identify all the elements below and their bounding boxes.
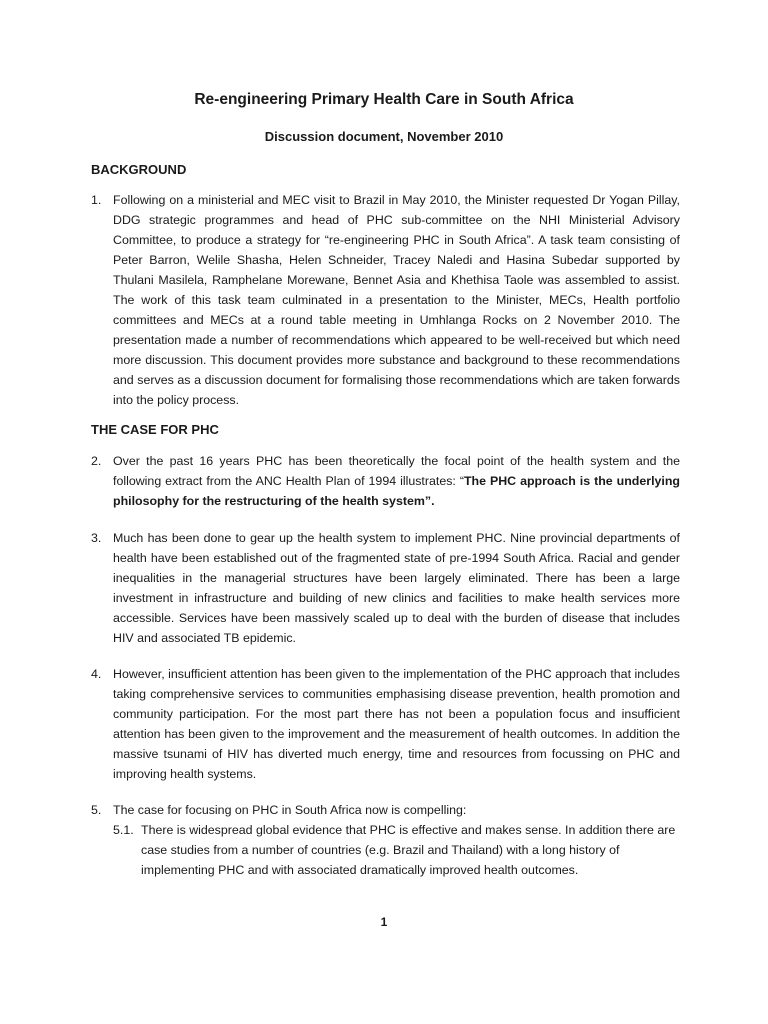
paragraph-text-start: Over the past 16 years PHC has been theoretically the focal point of the health system and the following extract from the ANC Health Plan of 1994 illustrates: “ (113, 454, 680, 488)
document-title: Re-engineering Primary Health Care in South Africa (194, 91, 574, 108)
paragraph-text (113, 451, 680, 511)
paragraph-text-end: ”. (424, 494, 435, 508)
paragraph-number: 4. (91, 667, 102, 681)
subparagraph-5-1 (113, 820, 680, 880)
section-heading-background: BACKGROUND (91, 162, 187, 177)
paragraph-5 (91, 800, 680, 820)
paragraph-number: 2. (91, 454, 102, 468)
paragraph-1 (91, 190, 680, 410)
paragraph-number: 5. (91, 803, 102, 817)
paragraph-2 (91, 451, 680, 511)
paragraph-3 (91, 528, 680, 648)
page-number: 1 (380, 915, 388, 929)
subparagraph-number: 5.1. (113, 823, 134, 837)
section-heading-case-for-phc: THE CASE FOR PHC (91, 422, 219, 437)
paragraph-text: However, insufficient attention has been given to the implementation of the PHC approach that includes taking comprehensive services to communities emphasising disease prevention, health promotion and community participation. For the most part there has not been a population focus and insufficient attention has been given to the improvement and the measurement of health outcomes. In addition the massive tsunami of HIV has diverted much energy, time and resources from focussing on PHC and improving health systems. (113, 667, 680, 781)
paragraph-bold-quote: The PHC approach is the underlying philosophy for the restructuring of the health system (113, 474, 680, 508)
paragraph-number: 1. (91, 193, 102, 207)
paragraph-text: Much has been done to gear up the health system to implement PHC. Nine provincial departments of health have been established out of the fragmented state of pre-1994 South Africa. Racial and gender inequalities in the managerial structures have been largely eliminated. There has been a large investment in infrastructure and building of new clinics and facilities to make health services more accessible. Services have been massively scaled up to deal with the burden of disease that includes HIV and associated TB epidemic. (113, 531, 680, 645)
paragraph-number: 3. (91, 531, 102, 545)
subparagraph-text: There is widespread global evidence that PHC is effective and makes sense. In addition there are case studies from a number of countries (e.g. Brazil and Thailand) with a long history of implementing PHC and with associated dramatically improved health outcomes. (141, 823, 676, 877)
paragraph-4 (91, 664, 680, 784)
paragraph-text: The case for focusing on PHC in South Africa now is compelling: (113, 803, 467, 817)
paragraph-text: Following on a ministerial and MEC visit to Brazil in May 2010, the Minister requested Dr Yogan Pillay, DDG strategic programmes and head of PHC sub-committee on the NHI Ministerial Advisory Committee, to produce a strategy for “re-engineering PHC in South Africa”. A task team consisting of Peter Barron, Welile Shasha, Helen Schneider, Tracey Naledi and Hasina Subedar supported by Thulani Masilela, Ramphelane Morewane, Bennet Asia and Khethisa Taole was assembled to assist. The work of this task team culminated in a presentation to the Minister, MECs, Health portfolio committees and MECs at a round table meeting in Umhlanga Rocks on 2 November 2010. The presentation made a number of recommendations which appeared to be well-received but which need more discussion. This document provides more substance and background to these recommendations and serves as a discussion document for formalising those recommendations which are taken forwards into the policy process. (113, 193, 680, 407)
document-subtitle: Discussion document, November 2010 (264, 129, 504, 144)
